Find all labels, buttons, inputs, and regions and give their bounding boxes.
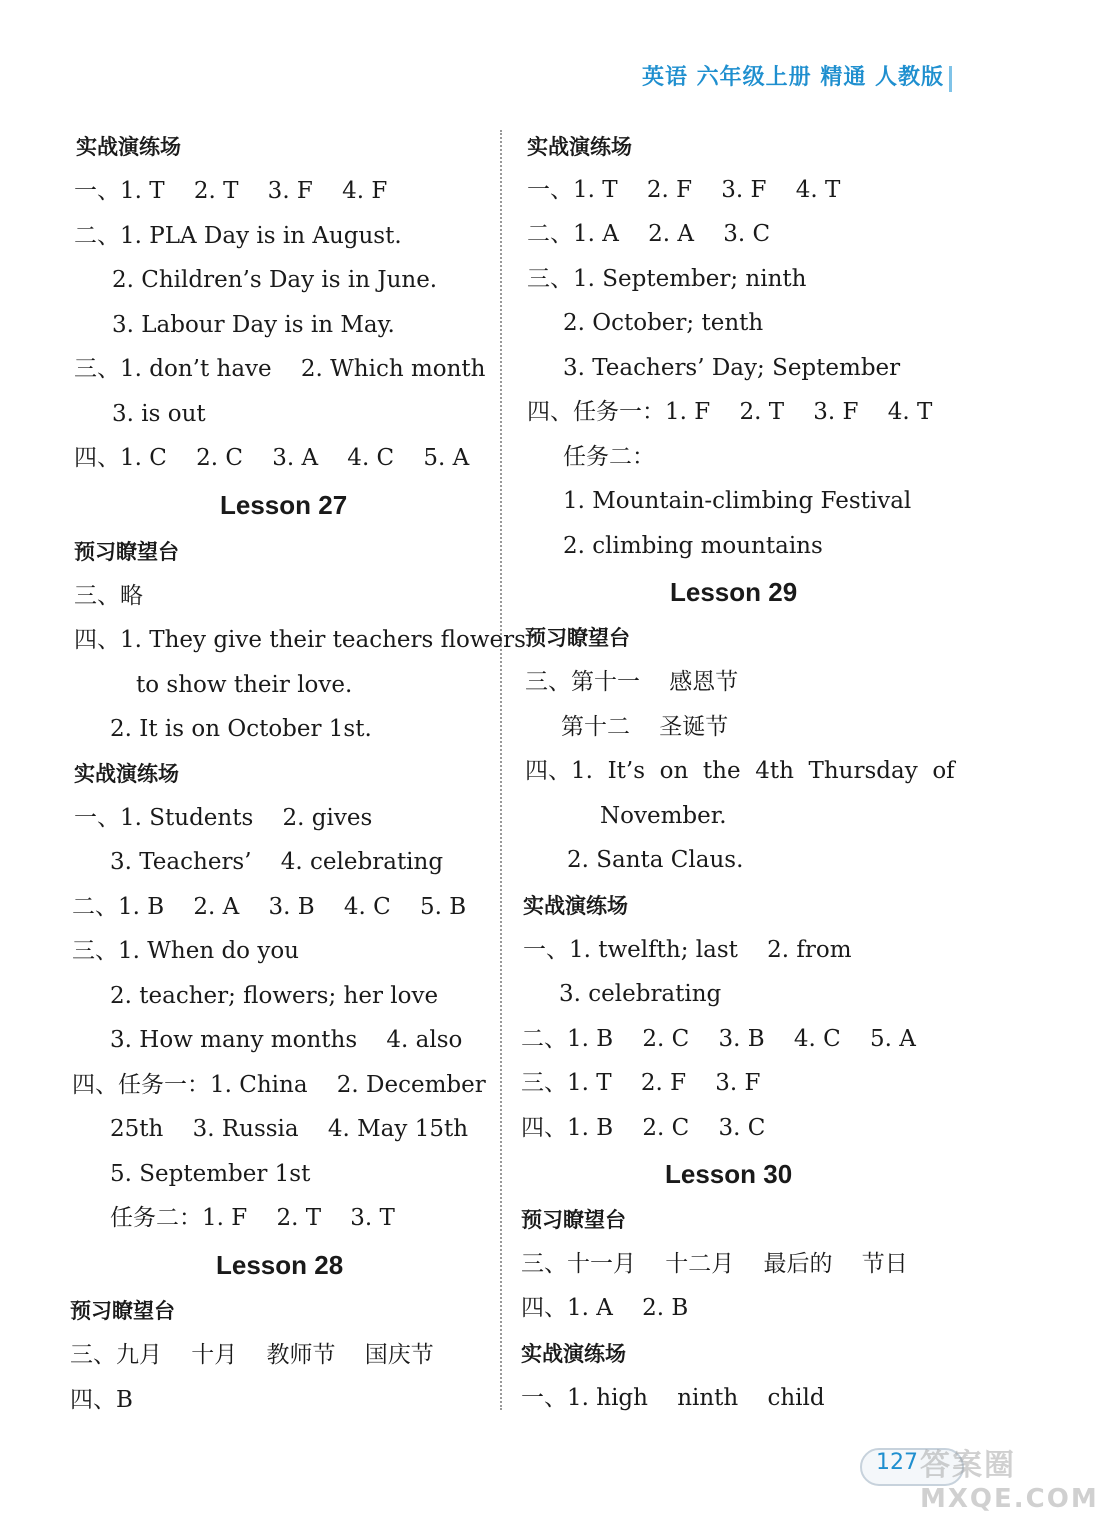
- answer-line: 三、1. T 2. F 3. F: [521, 1070, 761, 1096]
- answer-line: 四、1. C 2. C 3. A 4. C 5. A: [74, 445, 470, 471]
- answer-line: 1. Mountain-climbing Festival: [563, 488, 912, 514]
- answer-line: 一、1. T 2. T 3. F 4. F: [74, 178, 388, 204]
- answer-line: 三、略: [74, 583, 143, 609]
- section-heading: 预习瞭望台: [70, 1299, 175, 1323]
- answer-line: 任务二：: [563, 444, 655, 470]
- section-heading: 预习瞭望台: [74, 540, 179, 564]
- watermark-logo: 答案圈: [920, 1448, 1016, 1483]
- section-heading: 实战演练场: [523, 894, 628, 918]
- lesson-title: Lesson 29: [670, 577, 798, 607]
- lesson-title: Lesson 30: [665, 1159, 793, 1189]
- answer-line: 3. is out: [112, 401, 206, 427]
- watermark-url: MXQE.COM: [920, 1484, 1099, 1514]
- answer-line: 3. How many months 4. also: [110, 1027, 463, 1053]
- answer-line: 一、1. twelfth; last 2. from: [523, 937, 852, 963]
- answer-line: 四、B: [70, 1387, 133, 1413]
- answer-line: 四、任务一：1. F 2. T 3. F 4. T: [527, 399, 933, 425]
- answer-line: 2. Santa Claus.: [567, 847, 744, 873]
- answer-line: 2. October; tenth: [563, 310, 764, 336]
- section-heading: 预习瞭望台: [525, 626, 630, 650]
- answer-line: 三、1. don’t have 2. Which month: [74, 356, 486, 382]
- answer-line: 任务二：1. F 2. T 3. T: [110, 1205, 395, 1231]
- answer-line: 一、1. high ninth child: [521, 1385, 825, 1411]
- answer-line: 三、第十一 感恩节: [525, 669, 739, 695]
- answer-line: 2. Children’s Day is in June.: [112, 267, 438, 293]
- answer-line: 四、1. A 2. B: [521, 1295, 689, 1321]
- answer-line: 2. teacher; flowers; her love: [110, 983, 439, 1009]
- section-heading: 实战演练场: [76, 135, 181, 159]
- section-heading: 预习瞭望台: [521, 1208, 626, 1232]
- section-heading: 实战演练场: [74, 762, 179, 786]
- answer-line: 第十二 圣诞节: [561, 714, 729, 740]
- page-number: 127: [876, 1450, 918, 1475]
- answer-line: 二、1. A 2. A 3. C: [527, 221, 771, 247]
- answer-line: 25th 3. Russia 4. May 15th: [110, 1116, 469, 1142]
- lesson-title: Lesson 27: [220, 490, 348, 520]
- answer-line: 四、任务一：1. China 2. December: [72, 1072, 486, 1098]
- answer-line: 一、1. Students 2. gives: [74, 805, 373, 831]
- book-header: 英语 六年级上册 精通 人教版: [642, 65, 944, 90]
- answer-line: 5. September 1st: [110, 1161, 311, 1187]
- answer-line: 二、1. PLA Day is in August.: [74, 223, 402, 249]
- answer-line: 3. celebrating: [559, 981, 722, 1007]
- answer-line: 3. Labour Day is in May.: [112, 312, 395, 338]
- answer-line: 二、1. B 2. A 3. B 4. C 5. B: [72, 894, 467, 920]
- answer-line: 三、1. When do you: [72, 938, 299, 964]
- section-heading: 实战演练场: [521, 1342, 626, 1366]
- answer-line: 二、1. B 2. C 3. B 4. C 5. A: [521, 1026, 916, 1052]
- answer-line: 四、1. They give their teachers flowers: [74, 627, 526, 653]
- answer-line: 3. Teachers’ 4. celebrating: [110, 849, 444, 875]
- answer-line: 四、1. B 2. C 3. C: [521, 1115, 766, 1141]
- answer-line: 三、九月 十月 教师节 国庆节: [70, 1342, 434, 1368]
- answer-line: to show their love.: [136, 672, 353, 698]
- lesson-title: Lesson 28: [216, 1250, 344, 1280]
- header-accent-bar: [949, 66, 952, 92]
- answer-line: 2. It is on October 1st.: [110, 716, 372, 742]
- answer-line: 四、1. It’s on the 4th Thursday of: [525, 758, 955, 784]
- column-divider: [500, 130, 502, 1410]
- answer-line: 一、1. T 2. F 3. F 4. T: [527, 177, 841, 203]
- answer-line: November.: [600, 803, 727, 829]
- answer-line: 3. Teachers’ Day; September: [563, 355, 901, 381]
- section-heading: 实战演练场: [527, 135, 632, 159]
- answer-line: 三、十一月 十二月 最后的 节日: [521, 1251, 908, 1277]
- answer-line: 2. climbing mountains: [563, 533, 823, 559]
- answer-line: 三、1. September; ninth: [527, 266, 807, 292]
